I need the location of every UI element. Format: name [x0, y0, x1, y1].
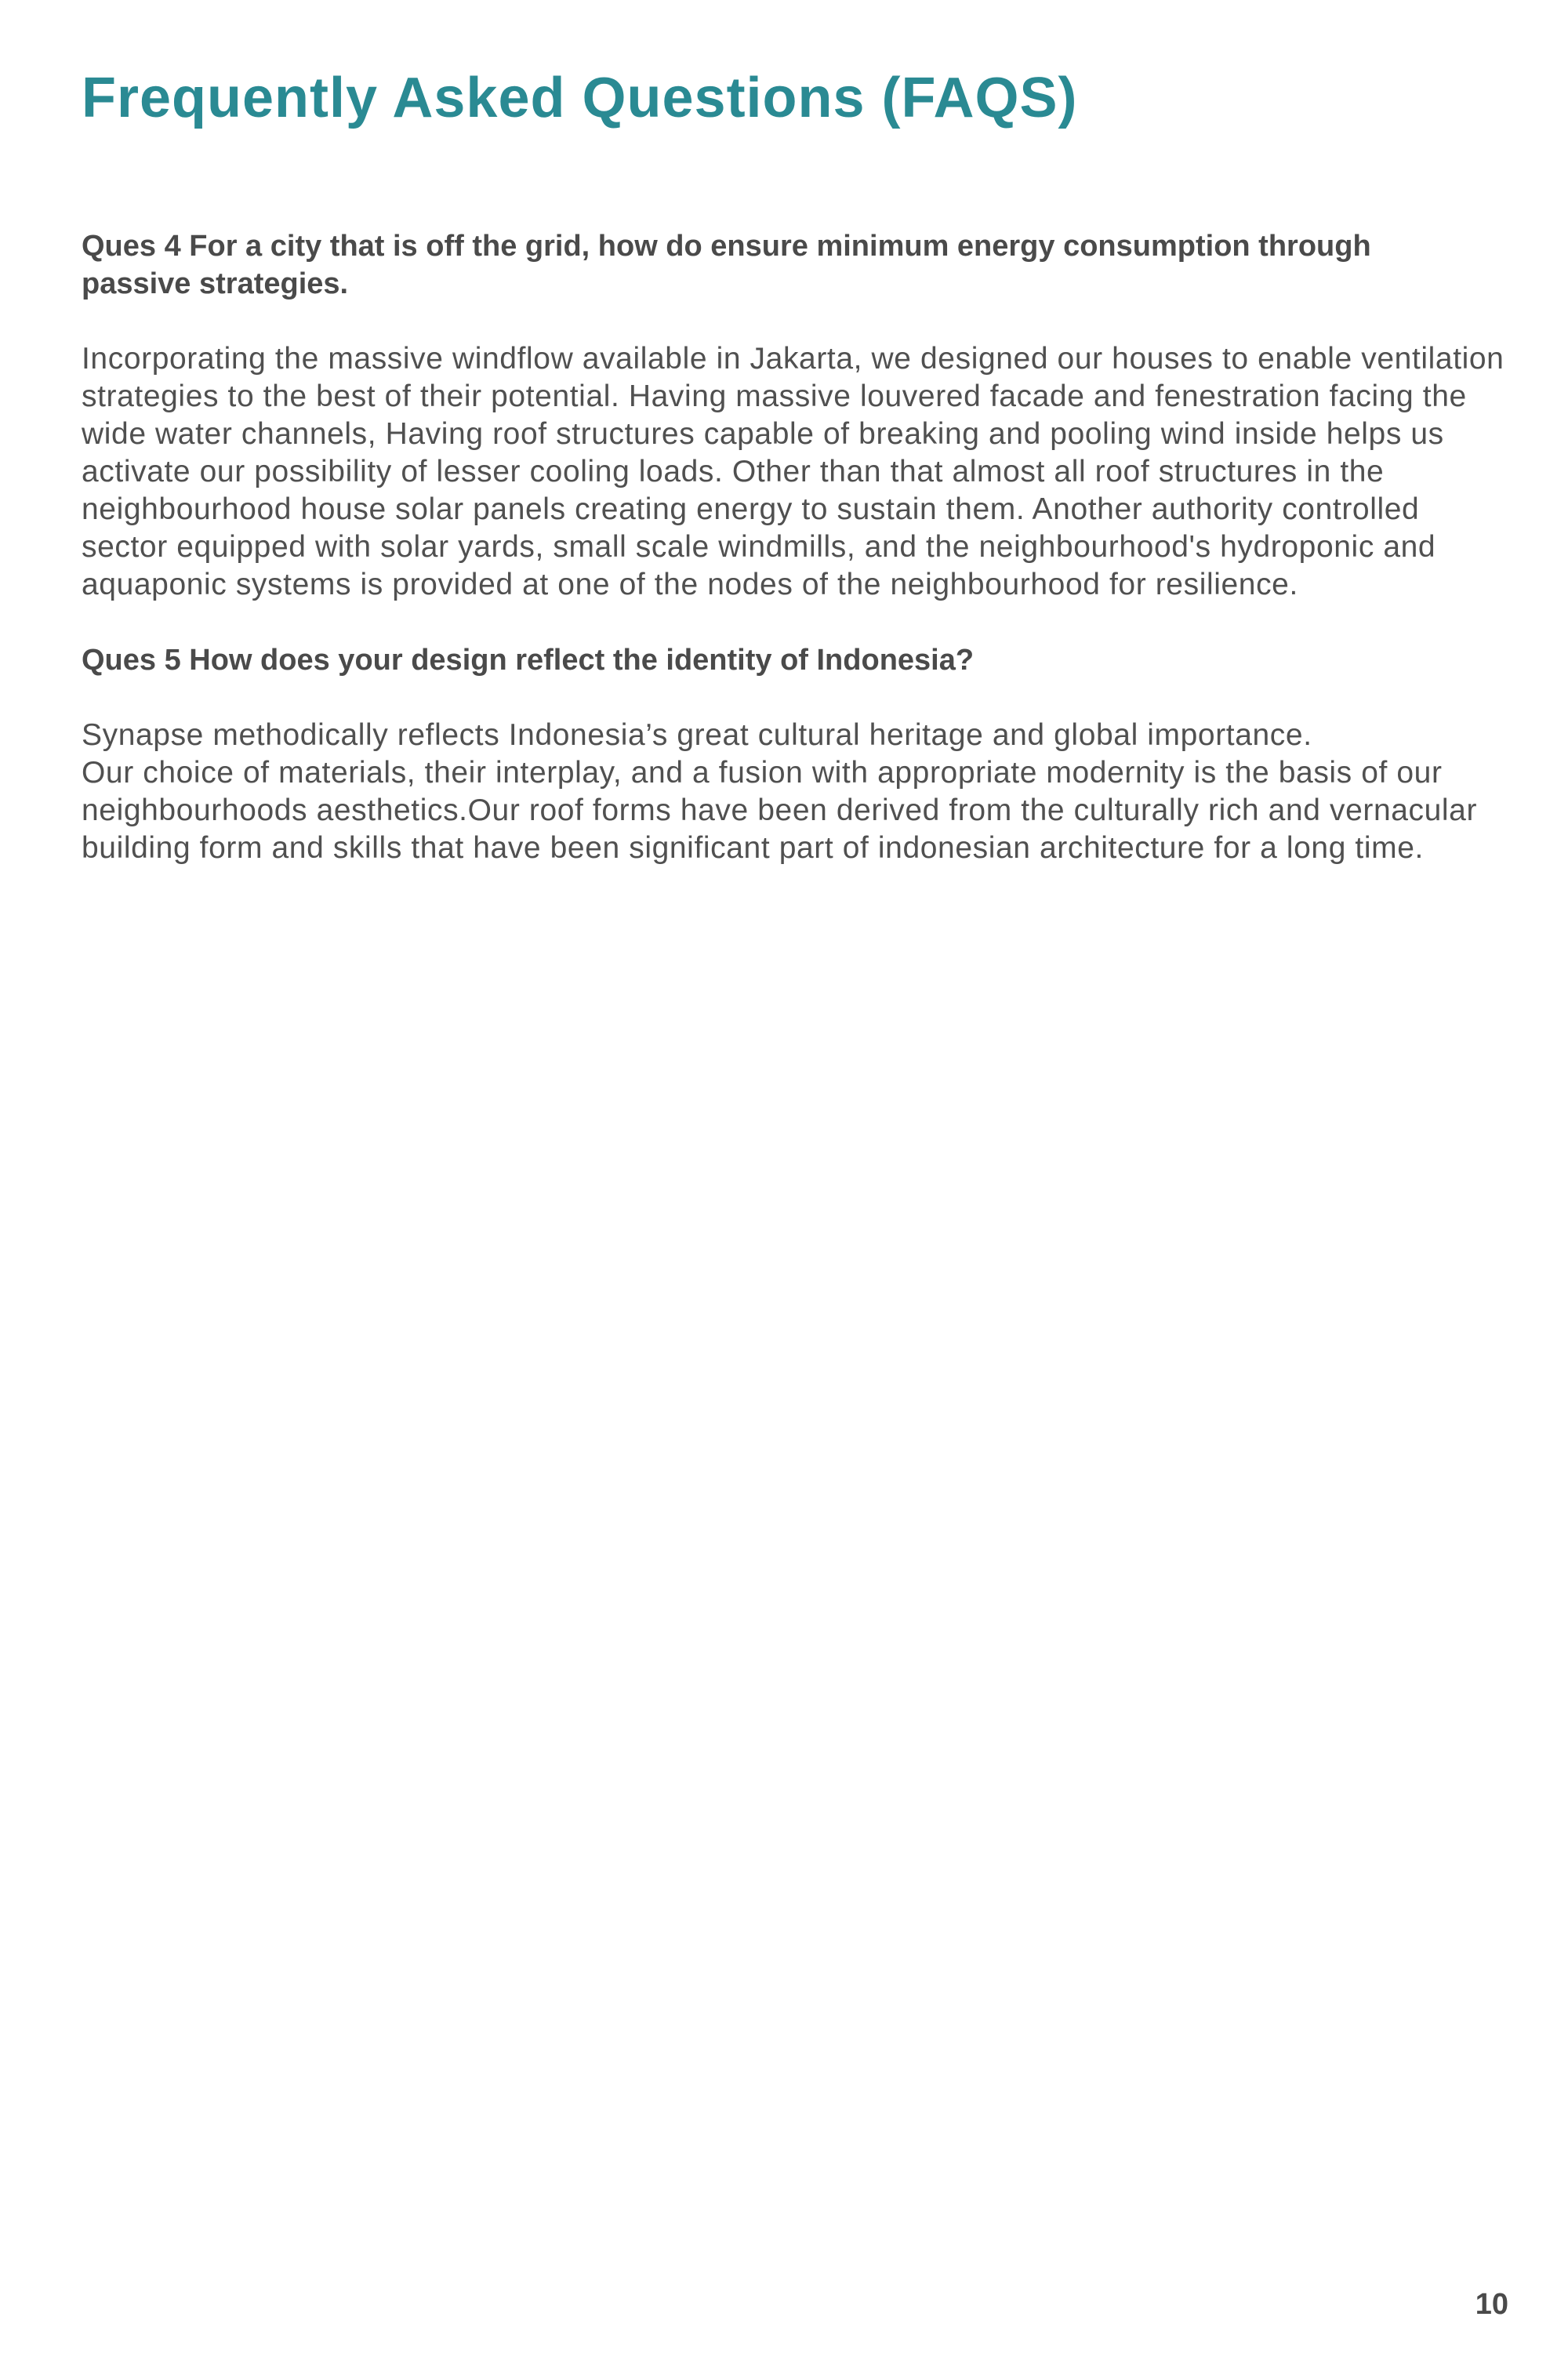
answer-paragraph: Synapse methodically reflects Indonesia’s great cultural heritage and global importance.	[82, 718, 1312, 752]
page-number: 10	[1475, 2288, 1508, 2321]
faq-page	[82, 56, 1508, 867]
answer-paragraph: Incorporating the massive windflow available in Jakarta, we designed our houses to enable ventilation strategies to the best of their potential. Having massive louvered facade and fenestration facing the wide water channels, Having roof structures capable of breaking and pooling wind inside helps us activate our possibility of lesser cooling loads. Other than that almost all roof structures in the neighbourhood house solar panels creating energy to sustain them. Another authority controlled sector equipped with solar yards, small scale windmills, and the neighbourhood's hydroponic and aquaponic systems is provided at one of the nodes of the neighbourhood for resilience.	[82, 342, 1504, 601]
faq-question-4: Ques 4 For a city that is off the grid, how do ensure minimum energy consumption through passive strategies.	[82, 230, 1371, 300]
page-title: Frequently Asked Questions (FAQS)	[82, 67, 1078, 129]
faq-question-5: Ques 5 How does your design reflect the identity of Indonesia?	[82, 644, 975, 677]
answer-paragraph: Our choice of materials, their interplay, and a fusion with appropriate modernity is the basis of our neighbourhoods aesthetics.Our roof forms have been derived from the culturally rich and vernacular building form and skills that have been significant part of indonesian architecture for a long time.	[82, 756, 1478, 865]
faq-answer-4	[82, 340, 1508, 604]
faq-answer-5	[82, 717, 1508, 867]
